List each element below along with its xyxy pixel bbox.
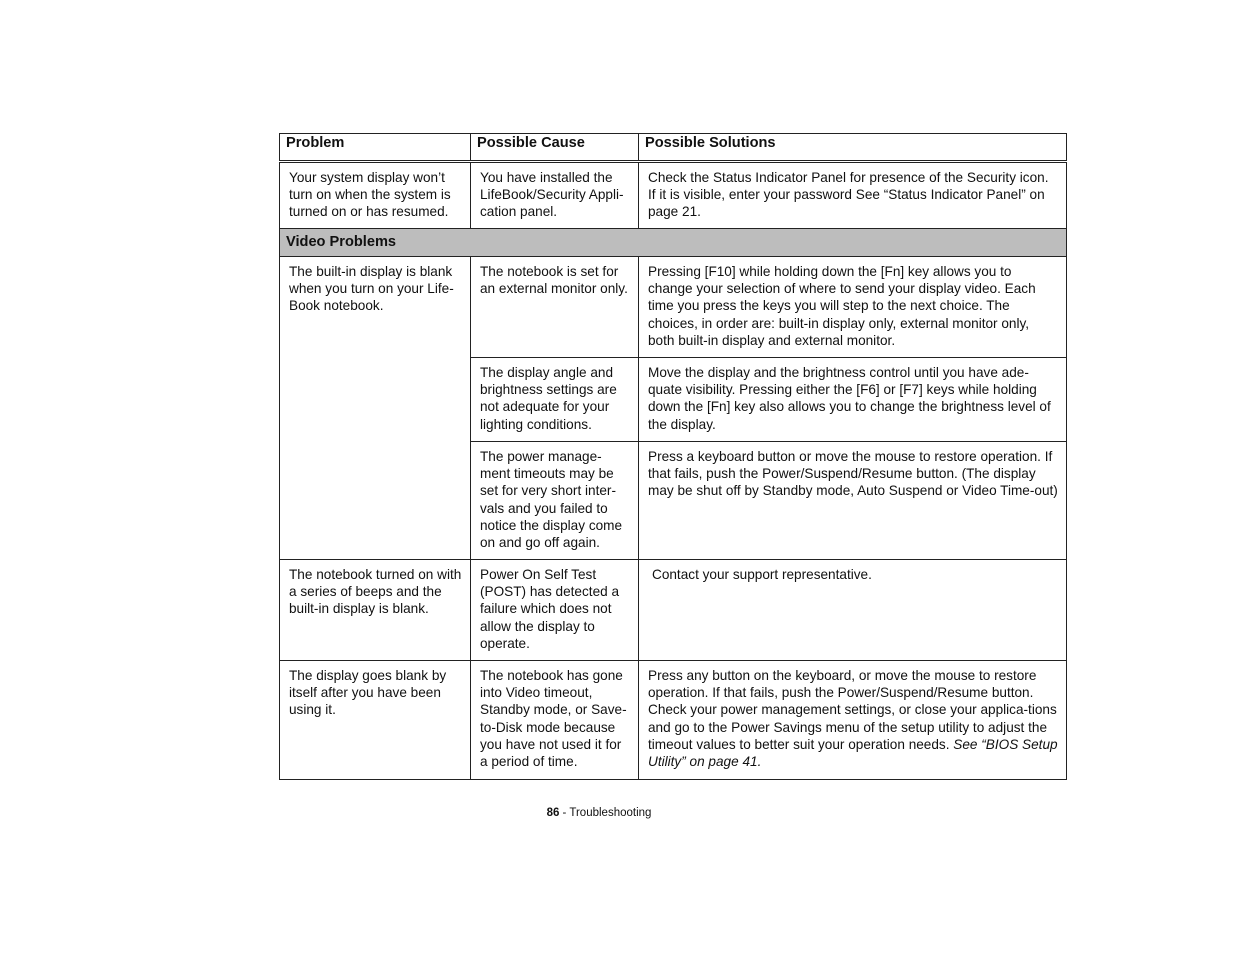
table-row	[280, 560, 1067, 661]
footer-section: Troubleshooting	[569, 807, 652, 819]
problem-cell: The display goes blank by itself after you have been using it.	[280, 661, 471, 780]
page-number: 86	[546, 807, 560, 819]
cause-cell: Power On Self Test (POST) has detected a failure which does not allow the display to operate.	[471, 560, 639, 661]
solution-cell	[639, 661, 1067, 780]
cross-reference: See “BIOS Setup Utility” on page 41.	[648, 736, 1058, 770]
problem-cell: Your system display won’t turn on when the system is turned on or has resumed.	[280, 162, 471, 229]
table-row	[280, 162, 1067, 229]
header-problem: Problem	[280, 134, 471, 162]
table-header-row	[280, 134, 1067, 162]
problem-cell: The built-in display is blank when you turn on your Life-Book notebook.	[280, 257, 471, 560]
cause-cell: The power manage-ment timeouts may be set for very short inter-vals and you failed to notice the display come on and go off again.	[471, 442, 639, 560]
header-possible-solutions: Possible Solutions	[639, 134, 1067, 162]
solution-text: Press any button on the keyboard, or move the mouse to restore operation. If that fails, push the Power/Suspend/Resume button. Check your power management settings, or close your applica-tions and go to the Power Savings menu of the setup utility to adjust the timeout values to better suit your operation needs.	[648, 668, 1057, 752]
section-header-row	[280, 229, 1067, 257]
solution-cell: Pressing [F10] while holding down the [Fn] key allows you to change your selection of where to send your display video. Each time you press the keys you will step to the next choice. The choices, in order are: built-in display only, external monitor only, both built-in display and external monitor.	[639, 257, 1067, 358]
cause-cell: The notebook has gone into Video timeout, Standby mode, or Save-to-Disk mode because you have not used it for a period of time.	[471, 661, 639, 780]
page-footer	[0, 806, 1198, 820]
footer-separator: -	[559, 807, 570, 819]
solution-cell: Press a keyboard button or move the mouse to restore operation. If that fails, push the Power/Suspend/Resume button. (The display may be shut off by Standby mode, Auto Suspend or Video Time-out)	[639, 442, 1067, 560]
table-row	[280, 257, 1067, 358]
cause-cell: You have installed the LifeBook/Security Appli-cation panel.	[471, 162, 639, 229]
cause-cell: The notebook is set for an external monitor only.	[471, 257, 639, 358]
troubleshooting-table	[279, 133, 1067, 780]
table-row	[280, 661, 1067, 780]
section-title-video-problems: Video Problems	[280, 229, 1067, 257]
problem-cell: The notebook turned on with a series of beeps and the built-in display is blank.	[280, 560, 471, 661]
solution-cell: Move the display and the brightness control until you have ade-quate visibility. Pressing either the [F6] or [F7] keys while holding down the [Fn] key also allows you to change the brightness level of the display.	[639, 358, 1067, 442]
solution-cell: Check the Status Indicator Panel for presence of the Security icon. If it is visible, enter your password See “Status Indicator Panel” on page 21.	[639, 162, 1067, 229]
solution-cell: Contact your support representative.	[639, 560, 1067, 661]
cause-cell: The display angle and brightness settings are not adequate for your lighting conditions.	[471, 358, 639, 442]
header-possible-cause: Possible Cause	[471, 134, 639, 162]
